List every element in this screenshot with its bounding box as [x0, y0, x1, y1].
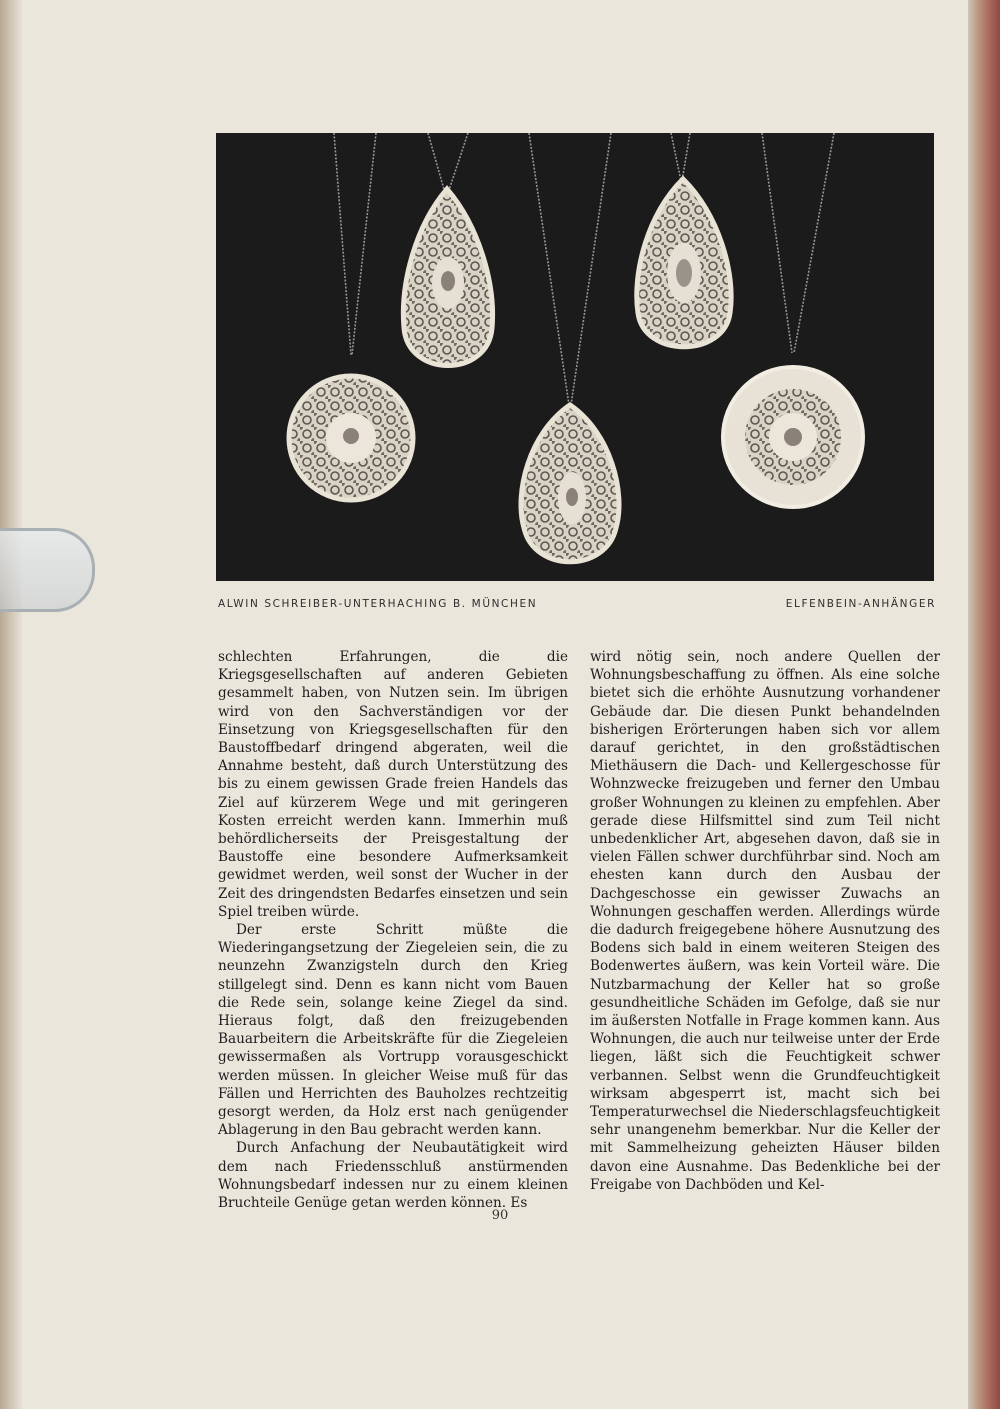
paragraph: Durch Anfachung der Neubautätigkeit wird dem nach Friedensschluß anstürmenden Wohnungsbedarf indessen nur zu einem kleinen Bruchteile Genüge getan werden können. Es: [218, 1140, 568, 1212]
ivory-pendants-image: [216, 133, 934, 581]
photo-credit: ALWIN SCHREIBER-UNTERHACHING B. MÜNCHEN: [218, 598, 538, 610]
paragraph: Der erste Schritt müßte die Wiederingangsetzung der Ziegeleien sein, die zu neunzehn Zwanzigsteln durch den Krieg stillgelegt sind. Denn es kann nicht vom Bauen die Rede sein, solange keine Ziegel da sind. Hieraus folgt, daß den freizugebenden Bauarbeitern die Arbeitskräfte für die Ziegeleien gewissermaßen als Vortrupp vorausgeschickt werden müssen. In gleicher Weise muß für das Fällen und Herrichten des Bauholzes rechtzeitig gesorgt werden, da Holz erst nach genügender Ablagerung in den Bau gebracht werden kann.: [218, 922, 568, 1139]
page-number: 90: [491, 1208, 509, 1223]
paragraph: schlechten Erfahrungen, die die Kriegsgesellschaften auf anderen Gebieten gesammelt haben, von Nutzen sein. Im übrigen wird von den Sachverständigen vor der Einsetzung von Kriegsgesellschaften für den Baustoffbedarf dringend abgeraten, weil die Annahme besteht, daß durch Unterstützung des bis zu einem gewissen Grade freien Handels das Ziel auf kürzerem Wege und mit geringeren Kosten erreicht werden kann. Immerhin muß behördlicherseits der Preisgestaltung der Baustoffe eine besondere Aufmerksamkeit gewidmet werden, weil sonst der Wucher in der Zeit des dringendsten Bedarfes einsetzen und sein Spiel treiben würde.: [218, 649, 569, 920]
paragraph: wird nötig sein, noch andere Quellen der Wohnungsbeschaffung zu öffnen. Als eine solche bietet sich die erhöhte Ausnutzung vorhandener Gebäude dar. Die diesen Punkt behandelnden bisherigen Erörterungen haben sich vor allem darauf gerichtet, in den großstädtischen Miethäusern die Dach- und Kellergeschosse für Wohnzwecke freizugeben und ferner den Umbau großer Wohnungen zu kleinen zu empfehlen. Aber gerade diese Hilfsmittel sind zum Teil nicht unbedenklicher Art, abgesehen davon, daß sie in vielen Fällen schwer durchführbar sind. Noch am ehesten kann durch den Ausbau der Dachgeschosse ein gewisser Zuwachs an Wohnungen geschaffen werden. Allerdings würde die dadurch freigegebene höhere Ausnutzung des Bodens sich bald in einem weiteren Steigen des Bodenwertes äußern, was kein Vorteil wäre. Die Nutzbarmachung der Keller hat so große gesundheitliche Schäden im Gefolge, daß sie nur im äußersten Notfalle in Frage kommen kann. Aus Wohnungen, die auch nur teilweise unter der Erde liegen, läßt sich die Feuchtigkeit schwer verbannen. Selbst wenn die Grundfeuchtigkeit wirksam abgesperrt ist, macht sich bei Temperaturwechsel die Niederschlagsfeuchtigkeit sehr unangenehm bemerkbar. Nur die Keller der mit Sammelheizung geheizten Häuser bilden davon eine Ausnahme. Das Bedenkliche bei der Freigabe von Dachböden und Kel-: [590, 649, 940, 1193]
pendants-photograph: [216, 133, 934, 581]
pendant-round-2: [723, 367, 863, 507]
scan-left-edge: [0, 0, 22, 1409]
text-column-right: [590, 648, 940, 1194]
scan-right-edge: [968, 0, 1000, 1409]
text-column-left: [218, 648, 568, 1212]
pendant-round-1: [289, 376, 413, 500]
page-clip: [0, 528, 95, 612]
photo-title: ELFENBEIN-ANHÄNGER: [785, 598, 936, 610]
